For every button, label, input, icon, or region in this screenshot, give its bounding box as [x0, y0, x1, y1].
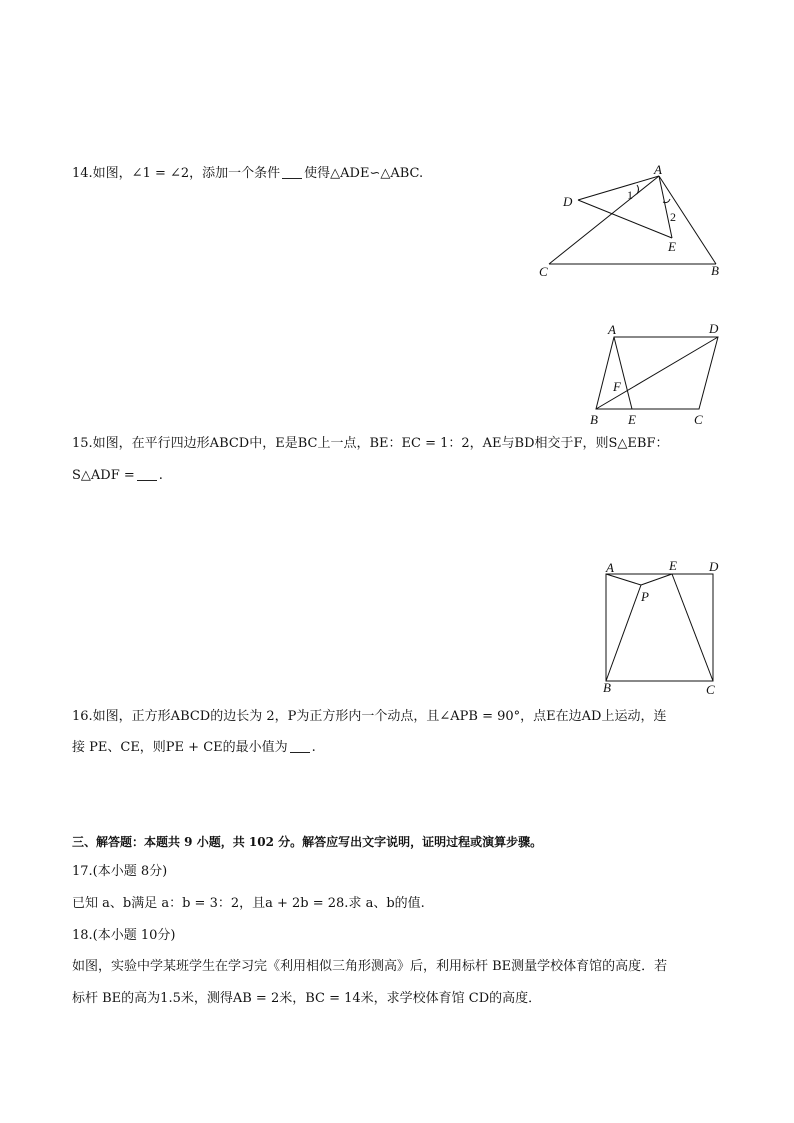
q14-prefix: 14.如图，∠1 = ∠2，添加一个条件: [72, 166, 281, 181]
label-B: B: [590, 412, 598, 427]
section-heading: 三、解答题：本题共 9 小题，共 102 分。解答应写出文字说明，证明过程或演算步骤。: [72, 835, 543, 849]
label-angle-2: 2: [670, 210, 676, 224]
answer-blank: [290, 740, 310, 753]
question-14-text: [72, 166, 423, 182]
q15-figure: [584, 318, 734, 430]
segment-AC: [549, 176, 659, 264]
question-17-body: 已知 a、b满足 a：b = 3：2，且a + 2b = 28.求 a、b的值.: [72, 896, 425, 911]
segment-BD: [596, 337, 718, 409]
q15-line2-suffix: .: [158, 468, 163, 483]
question-16-line2: [72, 740, 316, 756]
segment-PE: [641, 574, 672, 585]
label-C: C: [539, 264, 548, 279]
label-P: P: [641, 589, 649, 604]
q15-line2-prefix: S△ADF =: [72, 468, 135, 483]
q14-suffix: 使得△ADE∽△ABC.: [304, 166, 424, 181]
label-C: C: [694, 412, 703, 427]
question-18-title: 18.(本小题 10分): [72, 928, 176, 943]
segment-AE: [614, 337, 632, 409]
segment-AD: [578, 176, 659, 200]
question-18-body-line2: 标杆 BE的高为1.5米，测得AB = 2米，BC = 14米，求学校体育馆 CD的高度．: [72, 991, 542, 1006]
label-D: D: [563, 194, 573, 209]
segment-AP: [606, 574, 641, 585]
square-ABCD: [606, 574, 713, 681]
q14-figure: [530, 162, 730, 282]
answer-blank: [282, 166, 302, 179]
label-C: C: [706, 682, 715, 697]
label-angle-1: 1: [627, 188, 633, 202]
label-A: A: [654, 162, 662, 177]
label-F: F: [613, 379, 621, 394]
answer-blank: [137, 468, 157, 481]
question-15-line2: [72, 468, 163, 484]
segment-EC: [672, 574, 713, 681]
question-18-body-line1: 如图，实验中学某班学生在学习完《利用相似三角形测高》后，利用标杆 BE测量学校体育馆的高度．若: [72, 959, 668, 974]
question-17-title: 17.(本小题 8分): [72, 864, 168, 879]
label-B: B: [603, 680, 611, 695]
label-D: D: [709, 559, 719, 574]
segment-DE: [578, 200, 672, 238]
label-B: B: [711, 263, 719, 278]
label-D: D: [709, 321, 719, 336]
q16-line2-prefix: 接 PE、CE，则PE + CE的最小值为: [72, 740, 288, 755]
label-E: E: [628, 412, 636, 427]
question-15-line1: 15.如图，在平行四边形ABCD中，E是BC上一点，BE：EC = 1：2，AE与BD相交于F，则S△EBF：: [72, 436, 669, 451]
segment-PB: [606, 585, 641, 681]
label-A: A: [608, 322, 616, 337]
label-A: A: [606, 560, 614, 575]
question-16-line1: 16.如图，正方形ABCD的边长为 2，P为正方形内一个动点，且∠APB = 90°，点E在边AD上运动，连: [72, 709, 667, 724]
label-E: E: [668, 239, 676, 254]
q16-figure: [596, 556, 731, 698]
label-E: E: [669, 558, 677, 573]
q16-line2-suffix: .: [311, 740, 316, 755]
